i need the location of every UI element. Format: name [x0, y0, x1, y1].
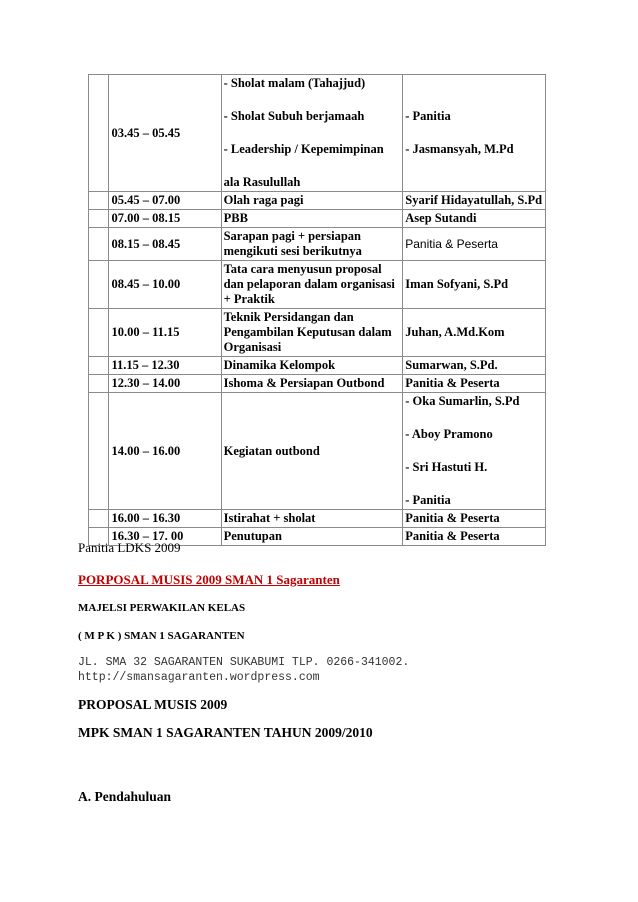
- section-heading: A. Pendahuluan: [78, 789, 172, 804]
- time-cell: 05.45 – 07.00: [109, 192, 221, 210]
- blank-cell: [89, 210, 109, 228]
- person-line: - Panitia: [405, 493, 451, 507]
- proposal-link[interactable]: PORPOSAL MUSIS 2009 SMAN 1 Sagaranten: [78, 572, 340, 587]
- org-abbr-line: ( M P K ) SMAN 1 SAGARANTEN: [78, 630, 245, 642]
- person-cell: [403, 393, 546, 510]
- person-cell: Asep Sutandi: [403, 210, 546, 228]
- person-line: - Oka Sumarlin, S.Pd: [405, 394, 520, 408]
- activity-line: - Sholat Subuh berjamaah: [223, 109, 365, 123]
- year-heading: MPK SMAN 1 SAGARANTEN TAHUN 2009/2010: [78, 725, 373, 740]
- blank-cell: [89, 375, 109, 393]
- person-cell: Sumarwan, S.Pd.: [403, 357, 546, 375]
- time-cell: 03.45 – 05.45: [109, 75, 221, 192]
- committee-text: Panitia LDKS 2009: [78, 540, 181, 555]
- time-cell: 14.00 – 16.00: [109, 393, 221, 510]
- activity-cell: Sarapan pagi + persiapan mengikuti sesi berikutnya: [221, 228, 403, 261]
- activity-cell: Kegiatan outbond: [221, 393, 403, 510]
- person-cell: Juhan, A.Md.Kom: [403, 309, 546, 357]
- blank-cell: [89, 510, 109, 528]
- activity-line: - Leadership / Kepemimpinan: [223, 142, 384, 156]
- table-row: [89, 261, 546, 309]
- activity-cell: Dinamika Kelompok: [221, 357, 403, 375]
- activity-cell: Olah raga pagi: [221, 192, 403, 210]
- table-row: [89, 192, 546, 210]
- blank-cell: [89, 228, 109, 261]
- blank-cell: [89, 192, 109, 210]
- time-cell: 12.30 – 14.00: [109, 375, 221, 393]
- activity-cell: [221, 75, 403, 192]
- activity-cell: Tata cara menyusun proposal dan pelaporan dalam organisasi + Praktik: [221, 261, 403, 309]
- time-cell: 08.15 – 08.45: [109, 228, 221, 261]
- activity-cell: PBB: [221, 210, 403, 228]
- table-row: [89, 75, 546, 192]
- activity-line: ala Rasulullah: [223, 175, 301, 189]
- person-cell: Syarif Hidayatullah, S.Pd: [403, 192, 546, 210]
- blank-cell: [89, 261, 109, 309]
- person-cell: Panitia & Peserta: [403, 528, 546, 546]
- person-line: - Aboy Pramono: [405, 427, 493, 441]
- blank-cell: [89, 75, 109, 192]
- table-row: [89, 510, 546, 528]
- table-row: [89, 393, 546, 510]
- person-line: - Sri Hastuti H.: [405, 460, 488, 474]
- activity-line: - Sholat malam (Tahajjud): [223, 76, 366, 90]
- website-url: http://smansagaranten.wordpress.com: [78, 671, 320, 684]
- schedule-table: [88, 74, 546, 546]
- activity-cell: Penutupan: [221, 528, 403, 546]
- address-line: JL. SMA 32 SAGARANTEN SUKABUMI TLP. 0266-341002.: [78, 656, 410, 669]
- table-row: [89, 357, 546, 375]
- time-cell: 11.15 – 12.30: [109, 357, 221, 375]
- table-row: [89, 375, 546, 393]
- proposal-heading: PROPOSAL MUSIS 2009: [78, 697, 228, 712]
- time-cell: 08.45 – 10.00: [109, 261, 221, 309]
- person-cell: Panitia & Peserta: [403, 510, 546, 528]
- person-cell: [403, 75, 546, 192]
- blank-cell: [89, 309, 109, 357]
- blank-cell: [89, 393, 109, 510]
- activity-cell: Ishoma & Persiapan Outbond: [221, 375, 403, 393]
- table-row: [89, 309, 546, 357]
- person-cell: Iman Sofyani, S.Pd: [403, 261, 546, 309]
- time-cell: 16.30 – 17. 00: [109, 528, 221, 546]
- table-row: [89, 228, 546, 261]
- person-cell: Panitia & Peserta: [403, 375, 546, 393]
- person-line: - Jasmansyah, M.Pd: [405, 142, 514, 156]
- blank-cell: [89, 357, 109, 375]
- org-name-line: MAJELSI PERWAKILAN KELAS: [78, 602, 246, 614]
- activity-cell: Teknik Persidangan dan Pengambilan Keputusan dalam Organisasi: [221, 309, 403, 357]
- time-cell: 07.00 – 08.15: [109, 210, 221, 228]
- table-row: [89, 210, 546, 228]
- activity-cell: Istirahat + sholat: [221, 510, 403, 528]
- person-line: - Panitia: [405, 109, 451, 123]
- time-cell: 10.00 – 11.15: [109, 309, 221, 357]
- person-cell: Panitia & Peserta: [403, 228, 546, 261]
- time-cell: 16.00 – 16.30: [109, 510, 221, 528]
